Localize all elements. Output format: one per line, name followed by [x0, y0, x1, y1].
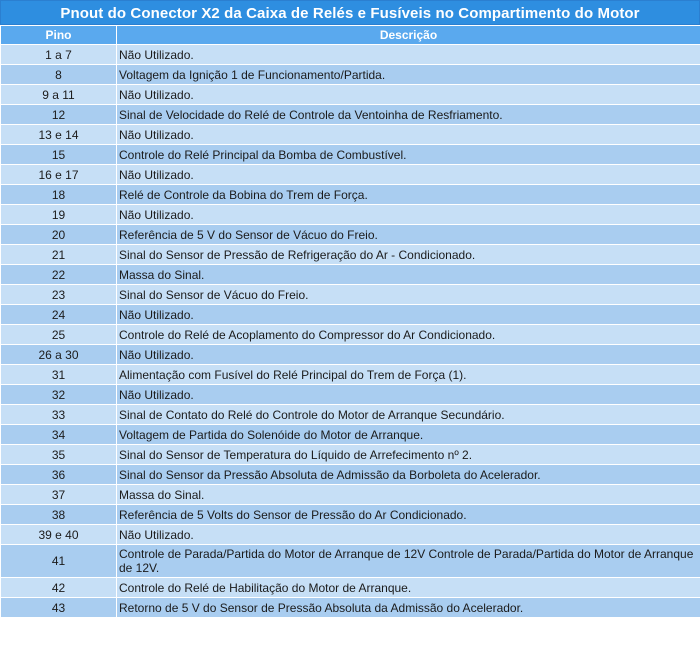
table-row	[1, 425, 700, 445]
table-row	[1, 245, 700, 265]
table-title: Pnout do Conector X2 da Caixa de Relés e Fusíveis no Compartimento do Motor	[0, 0, 700, 25]
description-cell: Sinal do Sensor de Temperatura do Líquido de Arrefecimento nº 2.	[117, 445, 700, 465]
table-row	[1, 285, 700, 305]
description-cell: Controle do Relé de Habilitação do Motor de Arranque.	[117, 578, 700, 598]
table-row	[1, 185, 700, 205]
description-cell: Referência de 5 V do Sensor de Vácuo do Freio.	[117, 225, 700, 245]
pin-cell: 39 e 40	[1, 525, 117, 545]
pin-cell: 43	[1, 598, 117, 618]
pin-cell: 12	[1, 105, 117, 125]
pin-cell: 24	[1, 305, 117, 325]
pin-cell: 34	[1, 425, 117, 445]
description-cell: Relé de Controle da Bobina do Trem de Força.	[117, 185, 700, 205]
header-row	[1, 26, 700, 45]
description-cell: Sinal de Contato do Relé do Controle do Motor de Arranque Secundário.	[117, 405, 700, 425]
table-row	[1, 45, 700, 65]
table-row	[1, 445, 700, 465]
pin-cell: 36	[1, 465, 117, 485]
table-row	[1, 225, 700, 245]
pin-cell: 33	[1, 405, 117, 425]
description-cell: Não Utilizado.	[117, 345, 700, 365]
description-cell: Não Utilizado.	[117, 45, 700, 65]
pin-cell: 37	[1, 485, 117, 505]
description-cell: Não Utilizado.	[117, 165, 700, 185]
pin-cell: 35	[1, 445, 117, 465]
pin-cell: 25	[1, 325, 117, 345]
pin-cell: 8	[1, 65, 117, 85]
table-row	[1, 85, 700, 105]
pin-cell: 9 a 11	[1, 85, 117, 105]
description-cell: Não Utilizado.	[117, 205, 700, 225]
pin-cell: 31	[1, 365, 117, 385]
header-description: Descrição	[117, 26, 700, 45]
table-row	[1, 105, 700, 125]
table-row	[1, 465, 700, 485]
pin-cell: 20	[1, 225, 117, 245]
header-pin: Pino	[1, 26, 117, 45]
description-cell: Retorno de 5 V do Sensor de Pressão Absoluta da Admissão do Acelerador.	[117, 598, 700, 618]
pin-cell: 38	[1, 505, 117, 525]
table-row	[1, 345, 700, 365]
description-cell: Não Utilizado.	[117, 125, 700, 145]
table-body	[1, 45, 700, 618]
pin-cell: 13 e 14	[1, 125, 117, 145]
table-row	[1, 525, 700, 545]
description-cell: Controle do Relé de Acoplamento do Compressor do Ar Condicionado.	[117, 325, 700, 345]
description-cell: Sinal do Sensor de Pressão de Refrigeração do Ar - Condicionado.	[117, 245, 700, 265]
table-row	[1, 305, 700, 325]
table-row	[1, 145, 700, 165]
table-row	[1, 545, 700, 578]
pinout-table	[0, 25, 700, 618]
description-cell: Sinal do Sensor da Pressão Absoluta de Admissão da Borboleta do Acelerador.	[117, 465, 700, 485]
description-cell: Controle de Parada/Partida do Motor de Arranque de 12V Controle de Parada/Partida do Motor de Arranque de 12V.	[117, 545, 700, 578]
table-row	[1, 165, 700, 185]
pin-cell: 19	[1, 205, 117, 225]
table-row	[1, 205, 700, 225]
pin-cell: 23	[1, 285, 117, 305]
description-cell: Não Utilizado.	[117, 85, 700, 105]
table-row	[1, 125, 700, 145]
table-row	[1, 365, 700, 385]
description-cell: Não Utilizado.	[117, 305, 700, 325]
pin-cell: 26 a 30	[1, 345, 117, 365]
description-cell: Voltagem de Partida do Solenóide do Motor de Arranque.	[117, 425, 700, 445]
description-cell: Não Utilizado.	[117, 385, 700, 405]
table-row	[1, 65, 700, 85]
description-cell: Voltagem da Ignição 1 de Funcionamento/Partida.	[117, 65, 700, 85]
table-row	[1, 598, 700, 618]
pin-cell: 22	[1, 265, 117, 285]
pin-cell: 16 e 17	[1, 165, 117, 185]
description-cell: Controle do Relé Principal da Bomba de Combustível.	[117, 145, 700, 165]
description-cell: Sinal do Sensor de Vácuo do Freio.	[117, 285, 700, 305]
table-row	[1, 485, 700, 505]
table-row	[1, 505, 700, 525]
pin-cell: 15	[1, 145, 117, 165]
pin-cell: 42	[1, 578, 117, 598]
table-row	[1, 405, 700, 425]
pin-cell: 1 a 7	[1, 45, 117, 65]
table-row	[1, 265, 700, 285]
description-cell: Sinal de Velocidade do Relé de Controle da Ventoinha de Resfriamento.	[117, 105, 700, 125]
description-cell: Alimentação com Fusível do Relé Principal do Trem de Força (1).	[117, 365, 700, 385]
table-row	[1, 325, 700, 345]
description-cell: Massa do Sinal.	[117, 485, 700, 505]
description-cell: Massa do Sinal.	[117, 265, 700, 285]
pin-cell: 18	[1, 185, 117, 205]
pin-cell: 32	[1, 385, 117, 405]
description-cell: Não Utilizado.	[117, 525, 700, 545]
table-row	[1, 578, 700, 598]
table-row	[1, 385, 700, 405]
pin-cell: 41	[1, 545, 117, 578]
description-cell: Referência de 5 Volts do Sensor de Pressão do Ar Condicionado.	[117, 505, 700, 525]
pin-cell: 21	[1, 245, 117, 265]
